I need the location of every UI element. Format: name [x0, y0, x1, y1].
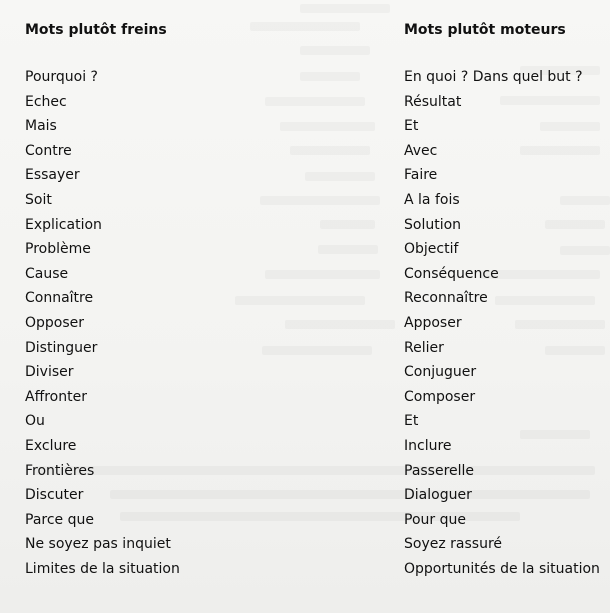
freins-word: Echec	[25, 93, 67, 110]
bleed-through-smudge	[35, 466, 595, 475]
moteurs-word: Pour que	[404, 511, 466, 528]
moteurs-word: Relier	[404, 339, 444, 356]
freins-word: Distinguer	[25, 339, 98, 356]
moteurs-word: Conséquence	[404, 265, 499, 282]
bleed-through-smudge	[260, 196, 380, 205]
freins-word: Frontières	[25, 462, 95, 479]
bleed-through-smudge	[300, 72, 360, 81]
freins-word: Problème	[25, 241, 91, 258]
moteurs-word: Apposer	[404, 315, 462, 331]
bleed-through-smudge	[495, 296, 595, 305]
freins-word: Mais	[25, 118, 57, 135]
moteurs-word: Passerelle	[404, 462, 475, 479]
freins-word: Pourquoi ?	[25, 69, 98, 85]
freins-word: Essayer	[25, 167, 80, 184]
bleed-through-smudge	[545, 346, 605, 355]
bleed-through-smudge	[545, 220, 605, 229]
freins-word: Explication	[25, 216, 102, 233]
freins-word: Contre	[25, 142, 72, 159]
bleed-through-smudge	[290, 146, 370, 155]
bleed-through-smudge	[520, 146, 600, 155]
freins-word: Parce que	[25, 511, 94, 528]
bleed-through-smudge	[280, 122, 375, 131]
freins-word: Connaître	[25, 290, 94, 307]
moteurs-word: Dialoguer	[404, 487, 472, 504]
moteurs-word: Résultat	[404, 93, 462, 110]
bleed-through-smudge	[500, 96, 600, 105]
freins-word: Diviser	[25, 364, 74, 381]
bleed-through-smudge	[540, 122, 600, 131]
moteurs-word: A la fois	[404, 192, 460, 208]
moteurs-word: Objectif	[404, 241, 459, 258]
bleed-through-smudge	[262, 346, 372, 355]
freins-word: Affronter	[25, 388, 87, 405]
moteurs-word: Avec	[404, 142, 438, 159]
freins-heading: Mots plutôt freins	[25, 22, 167, 38]
moteurs-word: Composer	[404, 388, 476, 405]
bleed-through-smudge	[318, 245, 378, 254]
freins-word: Ou	[25, 413, 45, 430]
moteurs-word: Opportunités de la situation	[404, 561, 600, 577]
moteurs-word: Reconnaître	[404, 290, 488, 307]
bleed-through-smudge	[265, 97, 365, 106]
bleed-through-smudge	[300, 46, 370, 55]
bleed-through-smudge	[110, 490, 590, 499]
bleed-through-smudge	[285, 320, 395, 329]
moteurs-word: En quoi ? Dans quel but ?	[404, 69, 583, 85]
bleed-through-smudge	[560, 196, 610, 205]
bleed-through-smudge	[515, 320, 605, 329]
moteurs-word: Conjuguer	[404, 364, 477, 381]
bleed-through-smudge	[235, 296, 365, 305]
bleed-through-smudge	[520, 430, 590, 439]
freins-word: Opposer	[25, 315, 85, 331]
bleed-through-smudge	[560, 246, 610, 255]
moteurs-word: Et	[404, 118, 419, 135]
freins-word: Exclure	[25, 438, 77, 454]
bleed-through-smudge	[265, 270, 380, 279]
moteurs-word: Inclure	[404, 438, 452, 454]
moteurs-word: Solution	[404, 216, 462, 233]
moteurs-heading: Mots plutôt moteurs	[404, 22, 566, 38]
bleed-through-smudge	[320, 220, 375, 229]
bleed-through-smudge	[250, 22, 360, 31]
moteurs-word: Soyez rassuré	[404, 536, 503, 553]
freins-word: Ne soyez pas inquiet	[25, 536, 171, 553]
freins-word: Limites de la situation	[25, 561, 180, 577]
bleed-through-smudge	[305, 172, 375, 181]
moteurs-word: Faire	[404, 167, 438, 184]
bleed-through-smudge	[300, 4, 390, 13]
freins-word: Cause	[25, 265, 69, 282]
freins-word: Discuter	[25, 487, 84, 504]
freins-word: Soit	[25, 192, 52, 208]
moteurs-word: Et	[404, 413, 419, 430]
